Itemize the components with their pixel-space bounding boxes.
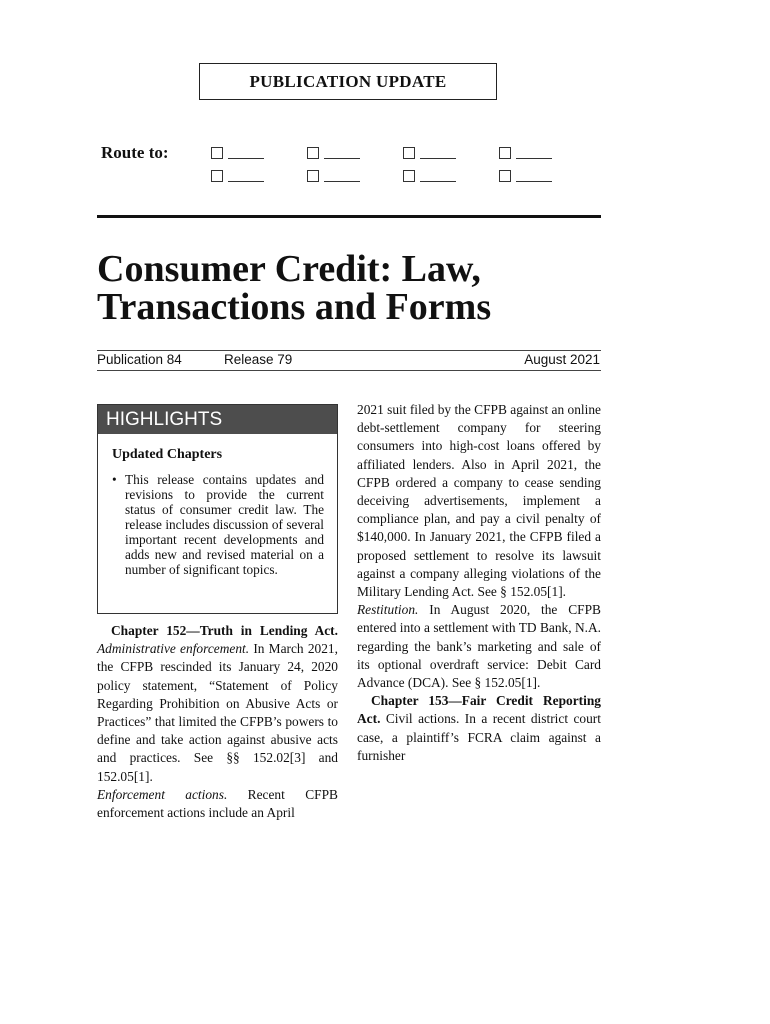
chapter-153-heading: Chapter 153—Fair Credit Reporting Act. <box>357 693 601 727</box>
checkbox-icon[interactable] <box>403 170 415 182</box>
highlights-bullet-text: This release contains updates and revisions to provide the current status of consumer credit law. The release includes discussion of several important recent developments and adds new and revised material on a number of significant topics. <box>125 472 324 577</box>
enforcement-actions-paragraph <box>97 786 338 822</box>
title-line-2: Transactions and Forms <box>97 286 492 328</box>
restitution-paragraph <box>357 601 601 692</box>
publication-update-label: PUBLICATION UPDATE <box>249 71 447 91</box>
route-blank-line[interactable] <box>420 158 456 159</box>
restitution-text: In August 2020, the CFPB entered into a settlement with TD Bank, N.A. regarding the bank’s marketing and sale of its optional overdraft service: Debit Card Advance (DCA). See § 152.05[1]. <box>357 602 601 691</box>
route-blank-line[interactable] <box>228 181 264 182</box>
release-date: August 2021 <box>524 352 600 367</box>
highlights-bullet <box>112 472 324 577</box>
chapter-152-heading: Chapter 152—Truth in Lending Act. <box>111 623 338 638</box>
page-title <box>97 250 617 326</box>
checkbox-icon[interactable] <box>307 147 319 159</box>
administrative-enforcement-text: In March 2021, the CFPB rescinded its January 24, 2020 policy statement, “Statement of Policy Regarding Prohibition on Abusive Acts or Practices” that limited the CFPB’s powers to define and take action against abusive acts and practices. See §§ 152.02[3] and 152.05[1]. <box>97 641 338 784</box>
header-divider <box>97 215 601 218</box>
meta-top-rule <box>97 350 601 351</box>
bullet-icon: • <box>112 472 117 487</box>
route-slot[interactable] <box>403 167 456 183</box>
checkbox-icon[interactable] <box>403 147 415 159</box>
enforcement-actions-label: Enforcement actions. <box>97 786 228 802</box>
route-slot[interactable] <box>307 167 360 183</box>
publication-number: Publication 84 <box>97 352 182 367</box>
route-slot[interactable] <box>211 144 264 160</box>
left-column <box>97 622 338 822</box>
route-slot[interactable] <box>499 144 552 160</box>
highlights-heading: HIGHLIGHTS <box>98 405 337 434</box>
release-number: Release 79 <box>224 352 293 367</box>
highlights-subheading: Updated Chapters <box>112 447 223 462</box>
checkbox-icon[interactable] <box>211 170 223 182</box>
checkbox-icon[interactable] <box>307 170 319 182</box>
administrative-enforcement-label: Administrative enforcement. <box>97 641 250 657</box>
enforcement-continuation: 2021 suit filed by the CFPB against an online debt-settlement company for steering consumers into high-cost loans offered by affiliated lenders. Also in April 2021, the CFPB ordered a company to cease sending deceiving advertisements, implement a compliance plan, and pay a civil penalty of $140,000. In January 2021, the CFPB filed a proposed settlement to resolve its lawsuit against a company alleging violations of the Military Lending Act. See § 152.05[1]. <box>357 402 601 600</box>
route-slot[interactable] <box>211 167 264 183</box>
meta-bottom-rule <box>97 370 601 371</box>
route-blank-line[interactable] <box>324 181 360 182</box>
checkbox-icon[interactable] <box>499 147 511 159</box>
right-column <box>357 401 601 765</box>
highlights-box <box>97 404 338 614</box>
civil-actions-text: Civil actions. In a recent district court case, a plaintiff’s FCRA claim against a furnisher <box>357 711 601 763</box>
chapter-152-paragraph <box>97 622 338 786</box>
title-line-1: Consumer Credit: Law, <box>97 248 481 290</box>
route-blank-line[interactable] <box>228 158 264 159</box>
route-blank-line[interactable] <box>420 181 456 182</box>
route-blank-line[interactable] <box>324 158 360 159</box>
checkbox-icon[interactable] <box>499 170 511 182</box>
route-blank-line[interactable] <box>516 158 552 159</box>
restitution-label: Restitution. <box>357 602 419 618</box>
route-slot[interactable] <box>499 167 552 183</box>
checkbox-icon[interactable] <box>211 147 223 159</box>
route-slot[interactable] <box>307 144 360 160</box>
publication-update-banner <box>199 63 497 100</box>
route-to-label: Route to: <box>101 143 169 162</box>
enforcement-actions-text: Recent CFPB enforcement actions include an April <box>97 786 338 821</box>
route-blank-line[interactable] <box>516 181 552 182</box>
route-slot[interactable] <box>403 144 456 160</box>
chapter-153-paragraph <box>357 692 601 765</box>
